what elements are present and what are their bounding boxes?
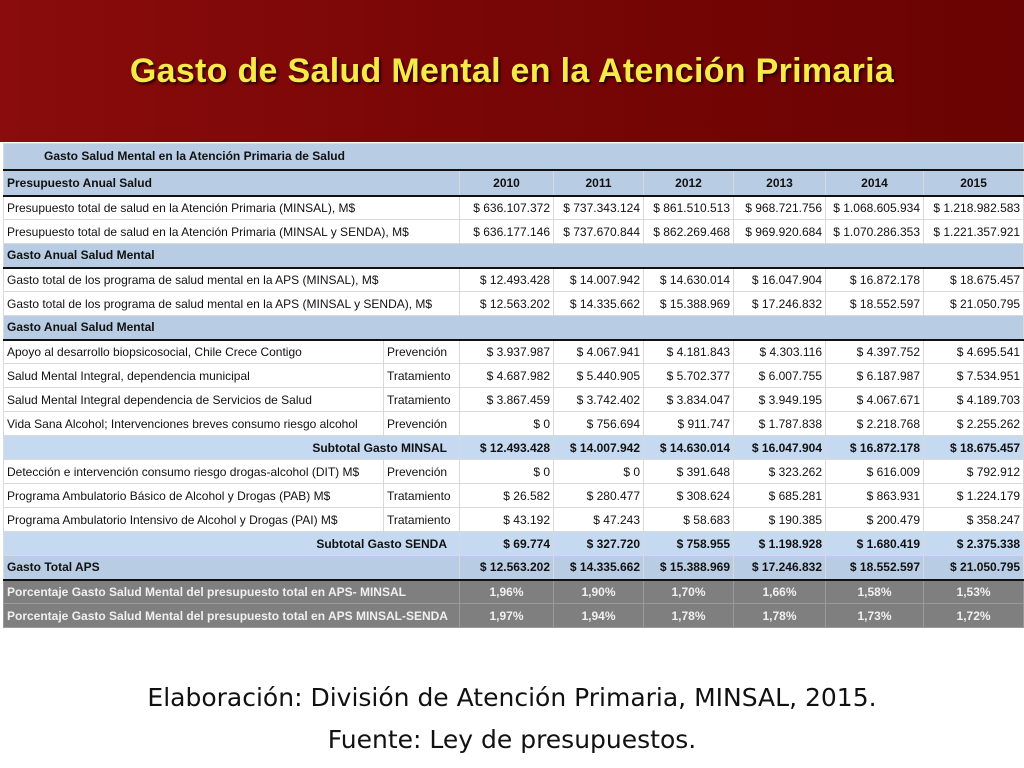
table-row (4, 292, 1024, 316)
value-cell: 1,94% (554, 604, 644, 628)
value-cell: 1,72% (924, 604, 1024, 628)
value-cell: $ 1.070.286.353 (826, 220, 924, 244)
row-label: Presupuesto total de salud en la Atención Primaria (MINSAL y SENDA), M$ (4, 220, 460, 244)
row-label: Detección e intervención consumo riesgo drogas-alcohol (DIT) M$ (4, 460, 384, 484)
value-cell: $ 756.694 (554, 412, 644, 436)
value-cell: $ 685.281 (734, 484, 826, 508)
value-cell: $ 4.067.941 (554, 340, 644, 364)
row-label: Presupuesto total de salud en la Atención Primaria (MINSAL), M$ (4, 196, 460, 220)
percent-label: Porcentaje Gasto Salud Mental del presupuesto total en APS MINSAL-SENDA (4, 604, 460, 628)
table-row (4, 196, 1024, 220)
value-cell: $ 616.009 (826, 460, 924, 484)
value-cell: $ 47.243 (554, 508, 644, 532)
value-cell: $ 12.563.202 (460, 292, 554, 316)
row-label: Gasto total de los programa de salud mental en la APS (MINSAL), M$ (4, 268, 460, 292)
section-label: Gasto Anual Salud Mental (4, 244, 1024, 268)
value-cell: $ 58.683 (644, 508, 734, 532)
elaboration-note: Elaboración: División de Atención Primaria, MINSAL, 2015. (147, 683, 877, 712)
value-cell: $ 863.931 (826, 484, 924, 508)
value-cell: $ 4.067.671 (826, 388, 924, 412)
value-cell: $ 758.955 (644, 532, 734, 556)
value-cell: $ 1.787.838 (734, 412, 826, 436)
value-cell: $ 1.068.605.934 (826, 196, 924, 220)
value-cell: $ 280.477 (554, 484, 644, 508)
value-cell: $ 18.552.597 (826, 292, 924, 316)
value-cell: $ 3.742.402 (554, 388, 644, 412)
value-cell: 1,58% (826, 580, 924, 604)
subtotal-minsal-row (4, 436, 1024, 460)
value-cell: $ 18.675.457 (924, 436, 1024, 460)
value-cell: 1,78% (734, 604, 826, 628)
section-header-gasto-detail (4, 316, 1024, 340)
row-label: Salud Mental Integral, dependencia municipal (4, 364, 384, 388)
value-cell: $ 14.335.662 (554, 556, 644, 580)
category-cell: Prevención (384, 340, 460, 364)
value-cell: $ 4.189.703 (924, 388, 1024, 412)
row-label: Apoyo al desarrollo biopsicosocial, Chile Crece Contigo (4, 340, 384, 364)
title-banner (0, 0, 1024, 142)
source-note: Fuente: Ley de presupuestos. (327, 725, 697, 754)
table-row (4, 340, 1024, 364)
value-cell: $ 969.920.684 (734, 220, 826, 244)
value-cell: $ 12.563.202 (460, 556, 554, 580)
section-header-presupuesto (4, 170, 1024, 196)
value-cell: $ 5.440.905 (554, 364, 644, 388)
value-cell: $ 4.397.752 (826, 340, 924, 364)
year-header: 2011 (554, 170, 644, 196)
value-cell: $ 6.007.755 (734, 364, 826, 388)
value-cell: $ 636.177.146 (460, 220, 554, 244)
year-header: 2012 (644, 170, 734, 196)
value-cell: $ 911.747 (644, 412, 734, 436)
value-cell: $ 4.303.116 (734, 340, 826, 364)
year-header: 2015 (924, 170, 1024, 196)
value-cell: $ 7.534.951 (924, 364, 1024, 388)
value-cell: $ 323.262 (734, 460, 826, 484)
value-cell: $ 1.224.179 (924, 484, 1024, 508)
percent-label: Porcentaje Gasto Salud Mental del presupuesto total en APS- MINSAL (4, 580, 460, 604)
value-cell: $ 861.510.513 (644, 196, 734, 220)
value-cell: $ 18.552.597 (826, 556, 924, 580)
value-cell: $ 4.687.982 (460, 364, 554, 388)
value-cell: $ 2.218.768 (826, 412, 924, 436)
value-cell: $ 4.181.843 (644, 340, 734, 364)
value-cell: 1,66% (734, 580, 826, 604)
value-cell: 1,97% (460, 604, 554, 628)
value-cell: $ 15.388.969 (644, 556, 734, 580)
table-row (4, 364, 1024, 388)
table-row (4, 508, 1024, 532)
value-cell: $ 308.624 (644, 484, 734, 508)
value-cell: $ 16.047.904 (734, 268, 826, 292)
row-label: Programa Ambulatorio Básico de Alcohol y Drogas (PAB) M$ (4, 484, 384, 508)
value-cell: $ 18.675.457 (924, 268, 1024, 292)
row-label: Gasto total de los programa de salud mental en la APS (MINSAL y SENDA), M$ (4, 292, 460, 316)
year-header: 2010 (460, 170, 554, 196)
category-cell: Tratamiento (384, 508, 460, 532)
category-cell: Tratamiento (384, 484, 460, 508)
table-caption: Gasto Salud Mental en la Atención Primaria de Salud (4, 144, 1024, 170)
value-cell: $ 200.479 (826, 508, 924, 532)
section-header-gasto (4, 244, 1024, 268)
value-cell: $ 12.493.428 (460, 436, 554, 460)
value-cell: 1,53% (924, 580, 1024, 604)
value-cell: $ 0 (460, 412, 554, 436)
subtotal-senda-row (4, 532, 1024, 556)
value-cell: $ 17.246.832 (734, 556, 826, 580)
value-cell: $ 1.221.357.921 (924, 220, 1024, 244)
value-cell: $ 3.949.195 (734, 388, 826, 412)
slide-title: Gasto de Salud Mental en la Atención Primaria (129, 52, 895, 90)
value-cell: $ 14.630.014 (644, 268, 734, 292)
row-label: Programa Ambulatorio Intensivo de Alcohol y Drogas (PAI) M$ (4, 508, 384, 532)
year-header: 2014 (826, 170, 924, 196)
value-cell: $ 1.218.982.583 (924, 196, 1024, 220)
value-cell: $ 21.050.795 (924, 556, 1024, 580)
value-cell: $ 358.247 (924, 508, 1024, 532)
value-cell: $ 1.680.419 (826, 532, 924, 556)
subtotal-label: Subtotal Gasto MINSAL (4, 436, 460, 460)
value-cell: $ 5.702.377 (644, 364, 734, 388)
value-cell: $ 14.630.014 (644, 436, 734, 460)
value-cell: $ 14.007.942 (554, 436, 644, 460)
value-cell: 1,70% (644, 580, 734, 604)
table-caption-row (4, 144, 1024, 170)
total-label: Gasto Total APS (4, 556, 460, 580)
value-cell: $ 14.007.942 (554, 268, 644, 292)
value-cell: $ 6.187.987 (826, 364, 924, 388)
value-cell: $ 327.720 (554, 532, 644, 556)
budget-table-container (3, 143, 1023, 673)
value-cell: $ 15.388.969 (644, 292, 734, 316)
percent-minsal-senda-row (4, 604, 1024, 628)
value-cell: $ 17.246.832 (734, 292, 826, 316)
value-cell: $ 792.912 (924, 460, 1024, 484)
total-aps-row (4, 556, 1024, 580)
value-cell: $ 636.107.372 (460, 196, 554, 220)
table-body (4, 144, 1024, 628)
value-cell: 1,96% (460, 580, 554, 604)
mental-health-spending-table (3, 143, 1024, 628)
value-cell: $ 16.047.904 (734, 436, 826, 460)
value-cell: $ 3.937.987 (460, 340, 554, 364)
section-label: Gasto Anual Salud Mental (4, 316, 1024, 340)
value-cell: $ 2.375.338 (924, 532, 1024, 556)
table-row (4, 388, 1024, 412)
row-label: Salud Mental Integral dependencia de Servicios de Salud (4, 388, 384, 412)
value-cell: $ 26.582 (460, 484, 554, 508)
value-cell: 1,73% (826, 604, 924, 628)
row-label: Vida Sana Alcohol; Intervenciones breves consumo riesgo alcohol (4, 412, 384, 436)
value-cell: $ 16.872.178 (826, 436, 924, 460)
value-cell: $ 862.269.468 (644, 220, 734, 244)
table-row (4, 268, 1024, 292)
subtotal-label: Subtotal Gasto SENDA (4, 532, 460, 556)
value-cell: $ 14.335.662 (554, 292, 644, 316)
value-cell: $ 21.050.795 (924, 292, 1024, 316)
year-header: 2013 (734, 170, 826, 196)
value-cell: $ 737.343.124 (554, 196, 644, 220)
value-cell: $ 737.670.844 (554, 220, 644, 244)
value-cell: 1,78% (644, 604, 734, 628)
category-cell: Prevención (384, 412, 460, 436)
category-cell: Tratamiento (384, 388, 460, 412)
category-cell: Tratamiento (384, 364, 460, 388)
category-cell: Prevención (384, 460, 460, 484)
table-row (4, 412, 1024, 436)
value-cell: $ 69.774 (460, 532, 554, 556)
value-cell: $ 12.493.428 (460, 268, 554, 292)
value-cell: $ 1.198.928 (734, 532, 826, 556)
value-cell: $ 190.385 (734, 508, 826, 532)
value-cell: $ 3.867.459 (460, 388, 554, 412)
value-cell: $ 2.255.262 (924, 412, 1024, 436)
value-cell: $ 4.695.541 (924, 340, 1024, 364)
table-row (4, 484, 1024, 508)
value-cell: 1,90% (554, 580, 644, 604)
value-cell: $ 16.872.178 (826, 268, 924, 292)
value-cell: $ 391.648 (644, 460, 734, 484)
percent-minsal-row (4, 580, 1024, 604)
table-row (4, 220, 1024, 244)
value-cell: $ 3.834.047 (644, 388, 734, 412)
value-cell: $ 0 (554, 460, 644, 484)
section-label: Presupuesto Anual Salud (4, 170, 460, 196)
table-row (4, 460, 1024, 484)
value-cell: $ 0 (460, 460, 554, 484)
value-cell: $ 968.721.756 (734, 196, 826, 220)
value-cell: $ 43.192 (460, 508, 554, 532)
